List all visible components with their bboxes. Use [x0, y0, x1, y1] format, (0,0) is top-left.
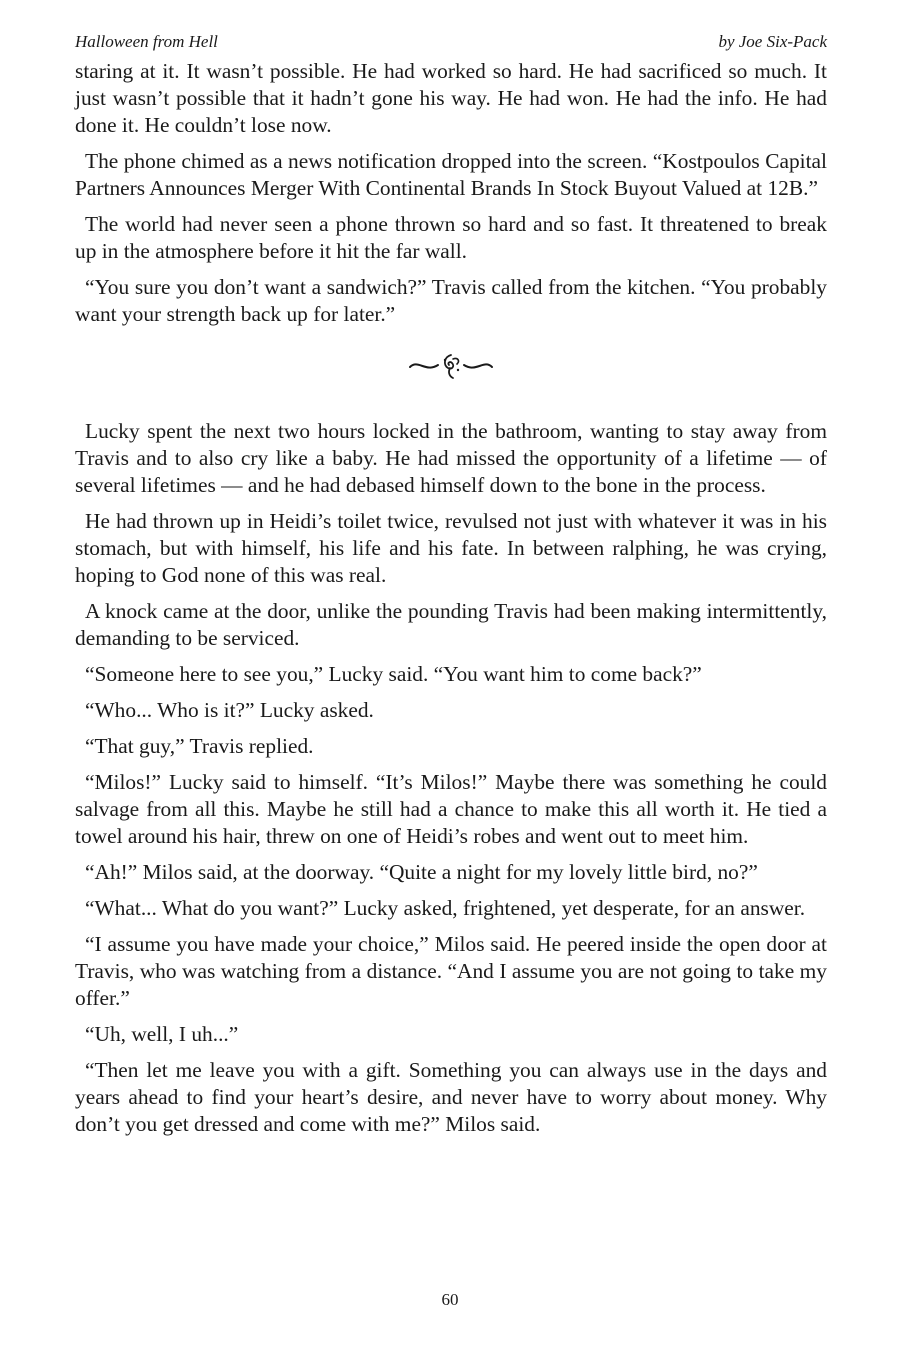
- paragraph: “Milos!” Lucky said to himself. “It’s Milos!” Maybe there was something he could salvage from all this. Maybe he still had a chance to make this all worth it. He tied a towel around his hair, threw on one of Heidi’s robes and went out to meet him.: [75, 770, 827, 848]
- author-byline: by Joe Six-Pack: [718, 32, 827, 51]
- paragraph: The phone chimed as a news notification dropped into the screen. “Kostpoulos Capital Partners Announces Merger With Continental Brands In Stock Buyout Valued at 12B.”: [75, 149, 827, 200]
- paragraph: A knock came at the door, unlike the pounding Travis had been making intermittently, demanding to be serviced.: [75, 599, 827, 650]
- book-page: [75, 30, 827, 1147]
- book-title: Halloween from Hell: [75, 32, 218, 51]
- paragraph: “That guy,” Travis replied.: [85, 734, 314, 758]
- paragraph: The world had never seen a phone thrown so hard and so fast. It threatened to break up in the atmosphere before it hit the far wall.: [75, 212, 827, 263]
- section-one: [75, 58, 827, 328]
- paragraph: “You sure you don’t want a sandwich?” Travis called from the kitchen. “You probably want your strength back up for later.”: [75, 275, 827, 326]
- page-number: 60: [441, 1290, 459, 1309]
- paragraph: Lucky spent the next two hours locked in the bathroom, wanting to stay away from Travis and to also cry like a baby. He had missed the opportunity of a lifetime — of several lifetimes — and he had debased himself down to the bone in the process.: [75, 419, 827, 497]
- paragraph: “Then let me leave you with a gift. Something you can always use in the days and years ahead to find your heart’s desire, and never have to worry about money. Why don’t you get dressed and come with me?” Milos said.: [75, 1058, 827, 1136]
- paragraph: “I assume you have made your choice,” Milos said. He peered inside the open door at Travis, who was watching from a distance. “And I assume you are not going to take my offer.”: [75, 932, 827, 1010]
- paragraph: “Uh, well, I uh...”: [85, 1022, 239, 1046]
- paragraph: He had thrown up in Heidi’s toilet twice, revulsed not just with whatever it was in his stomach, but with himself, his life and his fate. In between ralphing, he was crying, hoping to God none of this was real.: [75, 509, 827, 587]
- paragraph: “Who... Who is it?” Lucky asked.: [85, 698, 374, 722]
- running-head: [75, 30, 827, 58]
- paragraph: staring at it. It wasn’t possible. He had worked so hard. He had sacrificed so much. It just wasn’t possible that it hadn’t gone his way. He had won. He had the info. He had done it. He couldn’t lose now.: [75, 59, 827, 137]
- paragraph: “Ah!” Milos said, at the doorway. “Quite a night for my lovely little bird, no?”: [85, 860, 758, 884]
- fleuron-divider-icon: [75, 344, 827, 388]
- paragraph: “Someone here to see you,” Lucky said. “You want him to come back?”: [85, 662, 702, 686]
- paragraph: “What... What do you want?” Lucky asked, frightened, yet desperate, for an answer.: [85, 896, 806, 920]
- section-two: [75, 418, 827, 1138]
